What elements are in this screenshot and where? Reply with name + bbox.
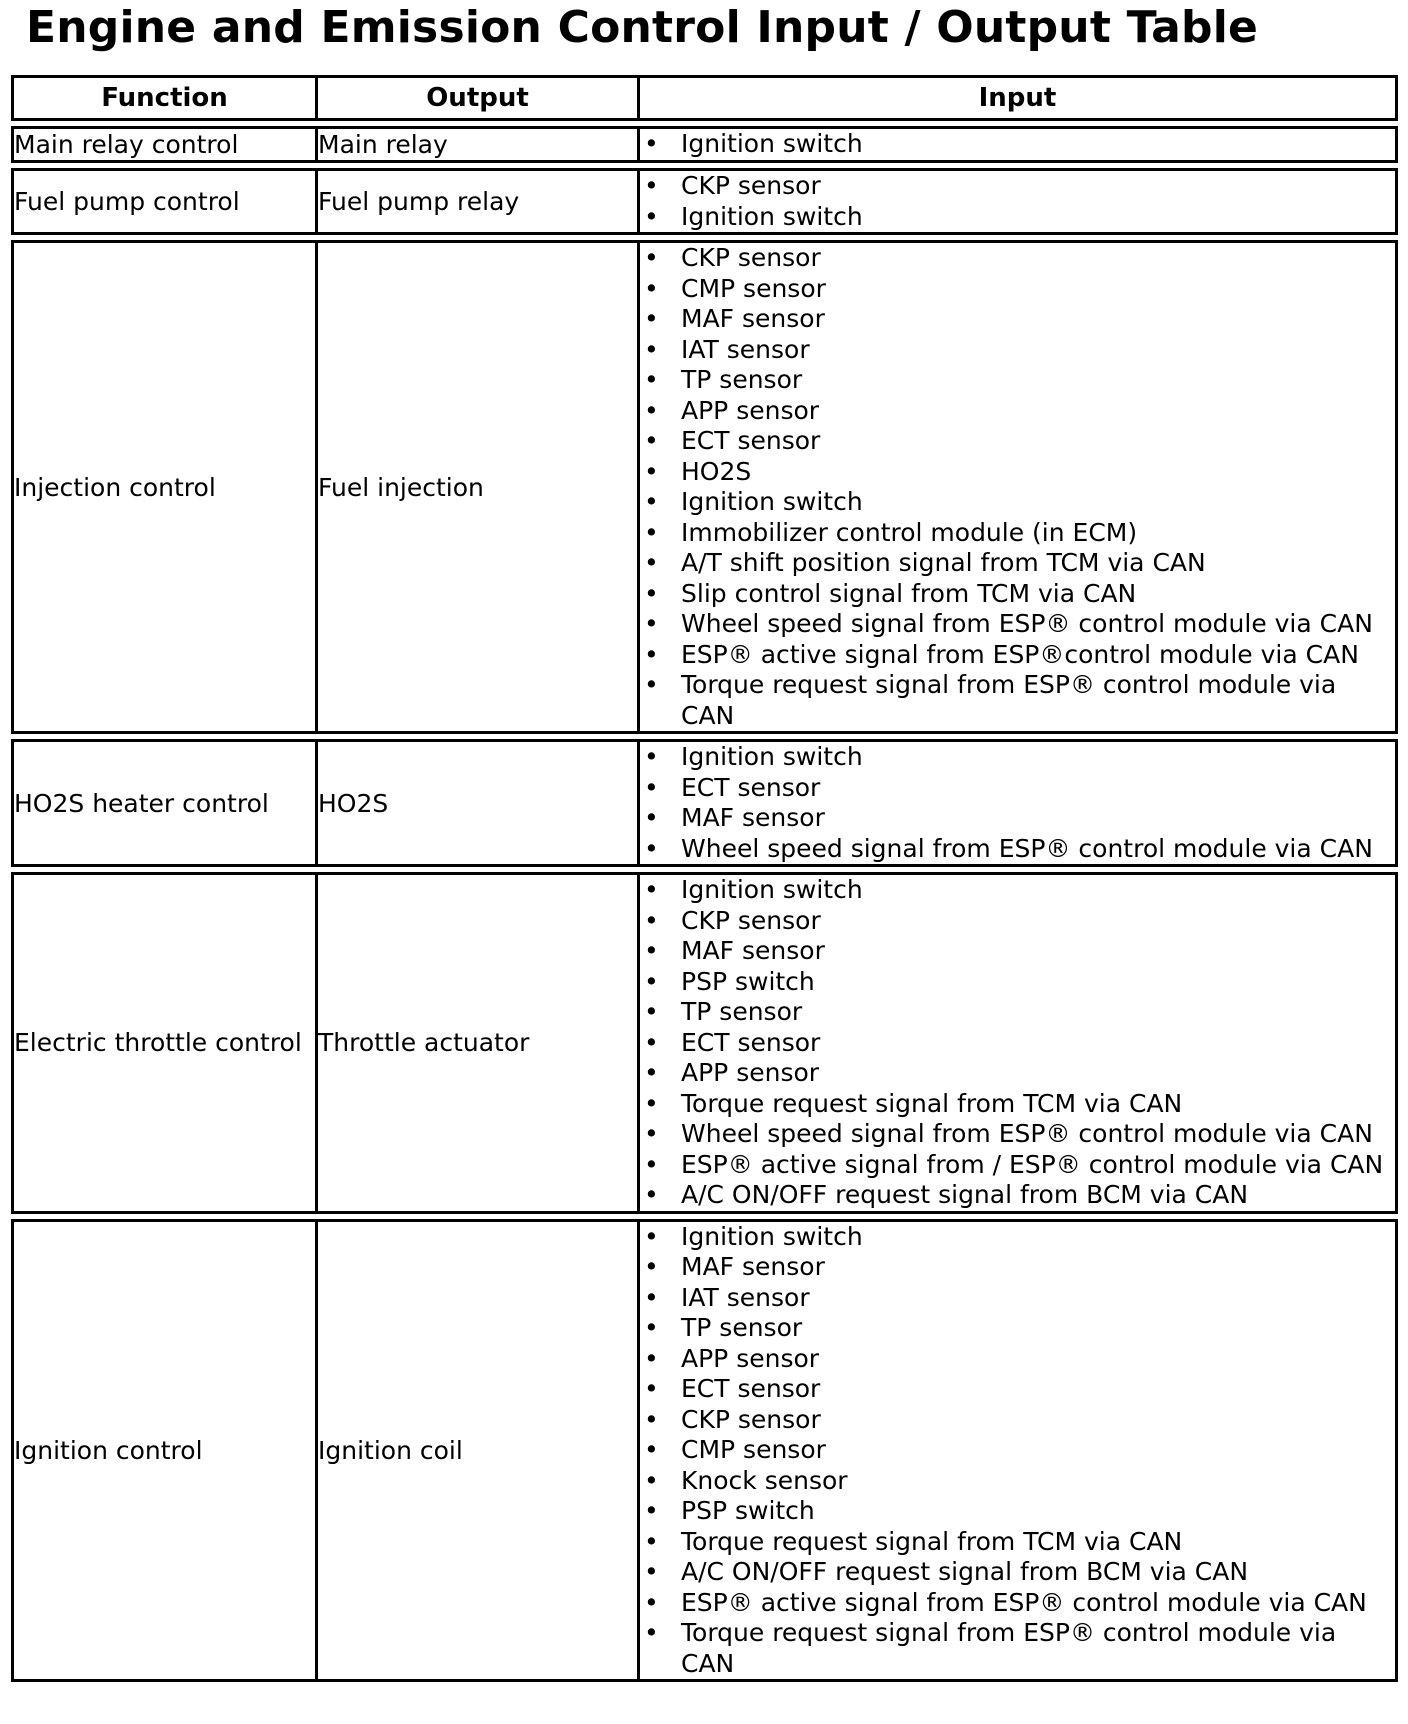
input-list-item [640,1222,1395,1253]
table-body [11,126,1398,1682]
input-list-item [640,518,1395,549]
output-cell: Fuel injection [318,240,640,734]
input-text: PSP switch [681,966,815,996]
input-cell [640,739,1398,867]
input-list-item [640,243,1395,274]
output-cell: Fuel pump relay [318,168,640,235]
bullet-icon: • [644,772,659,802]
bullet-icon: • [644,1618,659,1647]
input-list-item [640,1180,1395,1211]
bullet-icon: • [644,1282,659,1312]
input-list-item [640,304,1395,335]
input-text: A/C ON/OFF request signal from BCM via CAN [681,1557,1249,1586]
function-cell: Main relay control [11,126,318,163]
input-list-item [640,487,1395,518]
input-list-item [640,426,1395,457]
bullet-icon: • [644,334,659,364]
table-row [11,872,1398,1214]
bullet-icon: • [644,273,659,303]
input-text: ESP® active signal from ESP®control module via CAN [681,639,1359,669]
input-cell [640,1219,1398,1683]
input-text: MAF sensor [681,936,825,965]
table-row [11,739,1398,867]
input-list-item [640,171,1395,202]
input-list-item [640,457,1395,488]
input-text: ECT sensor [681,1374,821,1403]
input-list-item [640,1496,1395,1527]
bullet-icon: • [644,365,659,394]
bullet-icon: • [644,833,659,863]
input-text: Ignition switch [681,742,863,771]
input-list-item [640,670,1395,731]
input-list-item [640,129,1395,160]
input-list-item [640,936,1395,967]
bullet-icon: • [644,1587,659,1617]
bullet-icon: • [644,742,659,771]
function-cell: HO2S heater control [11,739,318,867]
input-text: Ignition switch [681,201,863,231]
input-text: Torque request signal from TCM via CAN [681,1088,1183,1118]
output-cell: Ignition coil [318,1219,640,1683]
input-list-item [640,803,1395,834]
bullet-icon: • [644,1313,659,1342]
bullet-icon: • [644,1465,659,1495]
input-cell [640,168,1398,235]
input-list-item [640,1344,1395,1375]
input-list-item [640,906,1395,937]
input-list-item [640,1466,1395,1497]
bullet-icon: • [644,1088,659,1118]
input-list [640,129,1395,160]
input-list-item [640,1527,1395,1558]
input-cell [640,872,1398,1214]
bullet-icon: • [644,517,659,547]
input-text: CKP sensor [681,905,821,935]
input-list-item [640,1374,1395,1405]
bullet-icon: • [644,1252,659,1281]
bullet-icon: • [644,1526,659,1556]
header-function: Function [11,75,318,121]
input-cell [640,240,1398,734]
bullet-icon: • [644,171,659,200]
input-list-item [640,742,1395,773]
input-list-item [640,640,1395,671]
bullet-icon: • [644,578,659,608]
input-text: Wheel speed signal from ESP® control module via CAN [681,833,1373,863]
input-list-item [640,1435,1395,1466]
input-list-item [640,365,1395,396]
bullet-icon: • [644,1496,659,1525]
bullet-icon: • [644,1374,659,1403]
function-cell: Fuel pump control [11,168,318,235]
input-text: Ignition switch [681,1221,863,1251]
bullet-icon: • [644,426,659,455]
table-row [11,1219,1398,1683]
input-list-item [640,202,1395,233]
bullet-icon: • [644,1149,659,1179]
input-text: TP sensor [681,997,803,1026]
bullet-icon: • [644,1221,659,1251]
input-list-item [640,1557,1395,1588]
input-list-item [640,335,1395,366]
input-list [640,243,1395,731]
input-text: Knock sensor [681,1465,848,1495]
output-cell: Main relay [318,126,640,163]
input-list-item [640,834,1395,865]
input-list-item [640,1252,1395,1283]
input-text: ECT sensor [681,772,821,802]
input-text: CMP sensor [681,1435,826,1464]
input-text: Torque request signal from ESP® control module via CAN [681,670,1337,730]
bullet-icon: • [644,304,659,333]
bullet-icon: • [644,1404,659,1434]
input-list [640,875,1395,1211]
function-cell: Electric throttle control [11,872,318,1214]
input-list-item [640,1283,1395,1314]
bullet-icon: • [644,1435,659,1464]
input-list-item [640,548,1395,579]
bullet-icon: • [644,1119,659,1148]
bullet-icon: • [644,670,659,699]
input-text: ESP® active signal from / ESP® control module via CAN [681,1149,1384,1179]
input-text: MAF sensor [681,1252,825,1281]
table-row [11,126,1398,163]
bullet-icon: • [644,243,659,272]
input-text: PSP switch [681,1496,815,1525]
input-list-item [640,274,1395,305]
bullet-icon: • [644,639,659,669]
input-text: CMP sensor [681,273,826,303]
bullet-icon: • [644,1027,659,1057]
io-table [11,70,1398,1687]
bullet-icon: • [644,966,659,996]
bullet-icon: • [644,905,659,935]
bullet-icon: • [644,395,659,425]
input-list-item [640,1150,1395,1181]
input-list-item [640,773,1395,804]
bullet-icon: • [644,875,659,904]
bullet-icon: • [644,997,659,1026]
function-cell: Ignition control [11,1219,318,1683]
bullet-icon: • [644,936,659,965]
input-list-item [640,1058,1395,1089]
input-text: Wheel speed signal from ESP® control module via CAN [681,609,1373,638]
output-cell: HO2S [318,739,640,867]
input-list [640,742,1395,864]
input-text: ESP® active signal from ESP® control module via CAN [681,1587,1367,1617]
output-cell: Throttle actuator [318,872,640,1214]
input-text: A/T shift position signal from TCM via CAN [681,548,1206,577]
input-list-item [640,579,1395,610]
bullet-icon: • [644,129,659,159]
input-list-item [640,1405,1395,1436]
header-row [11,75,1398,121]
function-cell: Injection control [11,240,318,734]
input-text: HO2S [681,456,752,486]
input-text: IAT sensor [681,1282,810,1312]
input-text: APP sensor [681,1058,820,1087]
input-text: TP sensor [681,365,803,394]
input-list-item [640,1313,1395,1344]
input-list-item [640,1588,1395,1619]
input-text: ECT sensor [681,1027,821,1057]
input-text: MAF sensor [681,304,825,333]
bullet-icon: • [644,1180,659,1209]
input-cell [640,126,1398,163]
bullet-icon: • [644,803,659,832]
input-text: MAF sensor [681,803,825,832]
input-text: CKP sensor [681,243,821,272]
input-list-item [640,1089,1395,1120]
input-text: TP sensor [681,1313,803,1342]
input-text: Torque request signal from TCM via CAN [681,1526,1183,1556]
table-row [11,240,1398,734]
input-text: Ignition switch [681,487,863,516]
input-list-item [640,1119,1395,1150]
input-text: IAT sensor [681,334,810,364]
input-text: A/C ON/OFF request signal from BCM via CAN [681,1180,1249,1209]
input-list-item [640,997,1395,1028]
input-list-item [640,1028,1395,1059]
input-list [640,171,1395,232]
header-input: Input [640,75,1398,121]
bullet-icon: • [644,1343,659,1373]
bullet-icon: • [644,548,659,577]
bullet-icon: • [644,487,659,516]
bullet-icon: • [644,1058,659,1087]
bullet-icon: • [644,609,659,638]
input-list-item [640,967,1395,998]
input-text: CKP sensor [681,171,821,200]
bullet-icon: • [644,1557,659,1586]
input-text: CKP sensor [681,1404,821,1434]
table-row [11,168,1398,235]
input-text: Slip control signal from TCM via CAN [681,578,1137,608]
input-text: Immobilizer control module (in ECM) [681,517,1138,547]
input-text: Torque request signal from ESP® control module via CAN [681,1618,1337,1678]
input-text: Ignition switch [681,129,863,159]
input-text: ECT sensor [681,426,821,455]
bullet-icon: • [644,201,659,231]
input-list-item [640,875,1395,906]
input-text: APP sensor [681,395,820,425]
bullet-icon: • [644,456,659,486]
input-list [640,1222,1395,1680]
header-output: Output [318,75,640,121]
page-title: Engine and Emission Control Input / Output Table [26,2,1259,53]
input-list-item [640,396,1395,427]
input-text: APP sensor [681,1343,820,1373]
input-text: Ignition switch [681,875,863,904]
input-list-item [640,609,1395,640]
input-list-item [640,1618,1395,1679]
input-text: Wheel speed signal from ESP® control module via CAN [681,1119,1373,1148]
